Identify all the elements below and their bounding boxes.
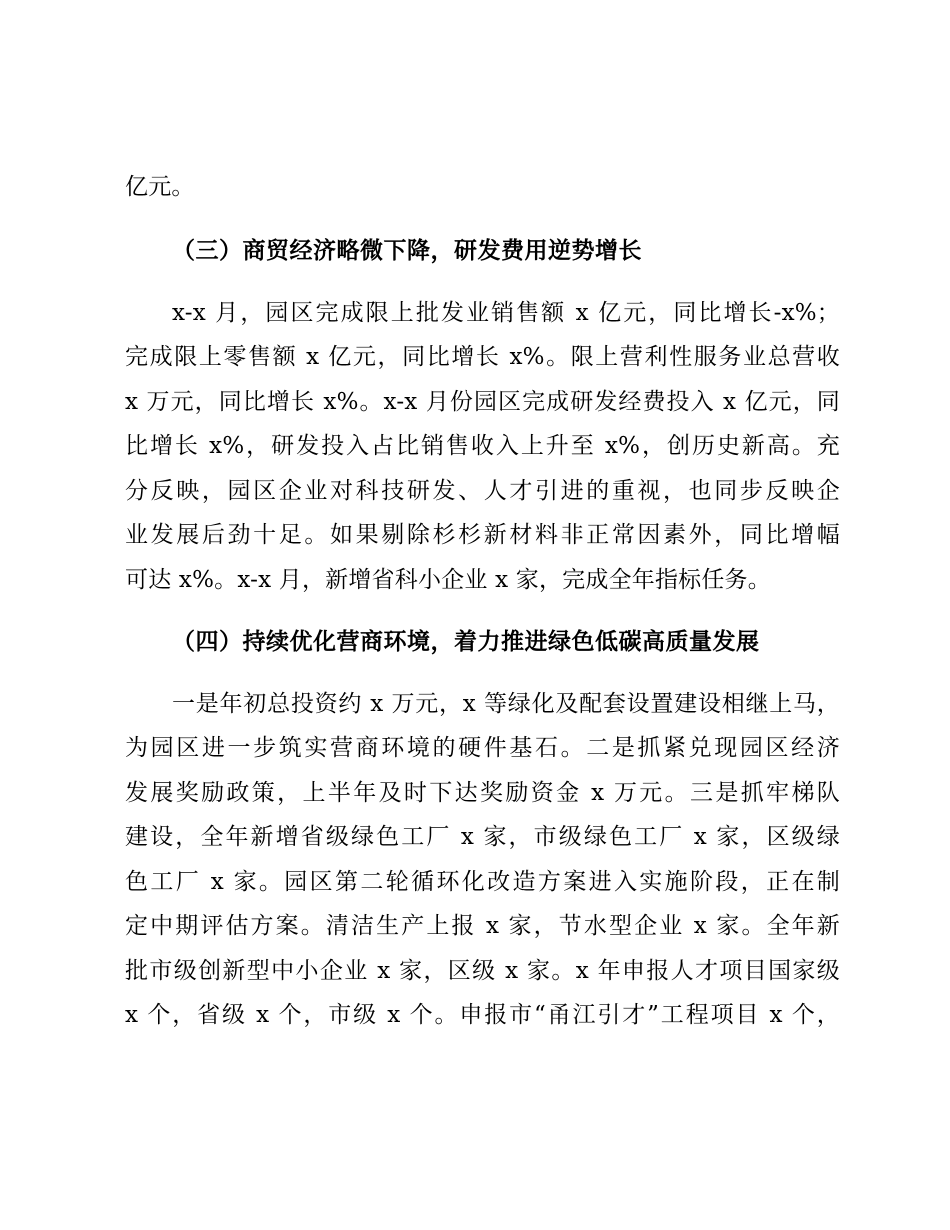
paragraph-line: 定中期评估方案。清洁生产上报 x 家，节水型企业 x 家。全年新 [125,913,840,939]
paragraph-line: 发展奖励政策，上半年及时下达奖励资金 x 万元。三是抓牢梯队 [125,780,840,806]
paragraph-line: x 万元，同比增长 x%。x-x 月份园区完成研发经费投入 x 亿元，同 [125,389,840,415]
paragraph-line: 批市级创新型中小企业 x 家，区级 x 家。x 年申报人才项目国家级 [125,958,840,984]
paragraph-line: 建设，全年新增省级绿色工厂 x 家，市级绿色工厂 x 家，区级绿 [125,824,840,850]
paragraph-line: 一是年初总投资约 x 万元，x 等绿化及配套设置建设相继上马， [172,691,840,717]
paragraph-line: 亿元。 [125,174,195,200]
paragraph-line: x 个，省级 x 个，市级 x 个。申报市“甬江引才”工程项目 x 个， [125,1002,840,1028]
paragraph-line: 完成限上零售额 x 亿元，同比增长 x%。限上营利性服务业总营收 [125,344,840,370]
section-heading-4: （四）持续优化营商环境，着力推进绿色低碳高质量发展 [172,628,760,655]
paragraph-line: x-x 月，园区完成限上批发业销售额 x 亿元，同比增长-x%； [172,300,840,326]
paragraph-line: 色工厂 x 家。园区第二轮循环化改造方案进入实施阶段，正在制 [125,869,840,895]
paragraph-line: 业发展后劲十足。如果剔除杉杉新材料非正常因素外，同比增幅 [125,522,840,548]
paragraph-line: 比增长 x%，研发投入占比销售收入上升至 x%，创历史新高。充 [125,433,840,459]
section-heading-3: （三）商贸经济略微下降，研发费用逆势增长 [172,237,642,264]
paragraph-line: 可达 x%。x-x 月，新增省科小企业 x 家，完成全年指标任务。 [125,567,771,593]
paragraph-line: 分反映，园区企业对科技研发、人才引进的重视，也同步反映企 [125,478,840,504]
paragraph-line: 为园区进一步筑实营商环境的硬件基石。二是抓紧兑现园区经济 [125,735,840,761]
